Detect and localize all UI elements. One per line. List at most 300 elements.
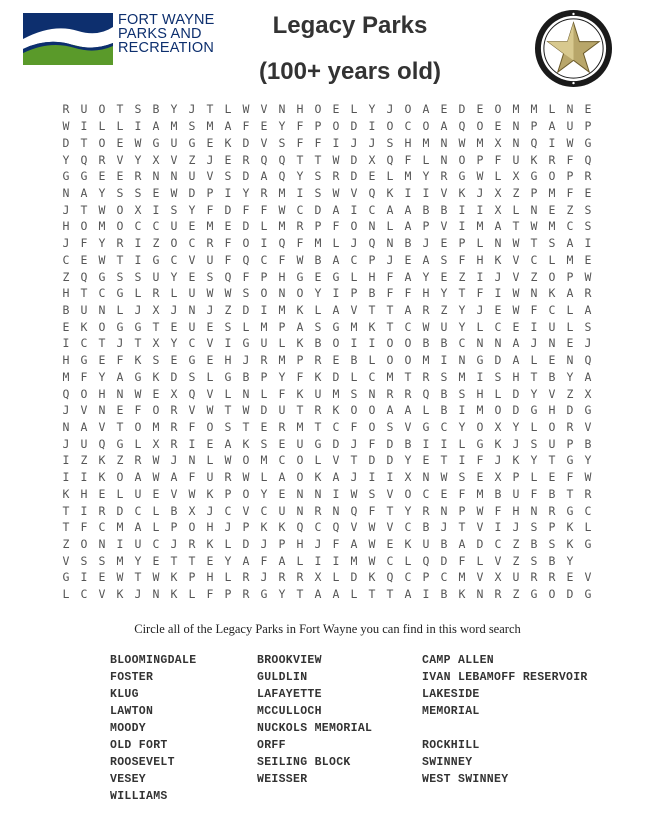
- grid-letter[interactable]: J: [206, 503, 214, 518]
- grid-letter[interactable]: R: [404, 386, 412, 401]
- grid-letter[interactable]: H: [206, 520, 214, 535]
- grid-letter[interactable]: I: [422, 436, 430, 451]
- grid-letter[interactable]: P: [260, 269, 268, 284]
- grid-letter[interactable]: N: [62, 185, 70, 200]
- grid-letter[interactable]: L: [566, 302, 574, 317]
- grid-letter[interactable]: E: [188, 269, 196, 284]
- grid-letter[interactable]: V: [170, 152, 178, 167]
- grid-letter[interactable]: L: [260, 470, 268, 485]
- grid-letter[interactable]: U: [548, 319, 556, 334]
- grid-letter[interactable]: O: [98, 319, 106, 334]
- grid-letter[interactable]: U: [566, 119, 574, 134]
- grid-letter[interactable]: G: [566, 453, 574, 468]
- grid-letter[interactable]: H: [98, 386, 106, 401]
- grid-letter[interactable]: H: [476, 252, 484, 267]
- grid-letter[interactable]: D: [242, 169, 250, 184]
- grid-letter[interactable]: V: [332, 453, 340, 468]
- grid-letter[interactable]: A: [332, 302, 340, 317]
- grid-letter[interactable]: A: [386, 202, 394, 217]
- grid-letter[interactable]: F: [566, 185, 574, 200]
- grid-letter[interactable]: R: [170, 403, 178, 418]
- grid-letter[interactable]: S: [368, 486, 376, 501]
- grid-letter[interactable]: T: [170, 553, 178, 568]
- grid-letter[interactable]: I: [530, 319, 538, 334]
- grid-letter[interactable]: D: [170, 369, 178, 384]
- grid-letter[interactable]: F: [404, 152, 412, 167]
- grid-letter[interactable]: S: [170, 202, 178, 217]
- grid-letter[interactable]: B: [530, 537, 538, 552]
- grid-letter[interactable]: Y: [404, 503, 412, 518]
- grid-letter[interactable]: T: [296, 403, 304, 418]
- grid-letter[interactable]: K: [206, 537, 214, 552]
- grid-letter[interactable]: N: [332, 503, 340, 518]
- grid-letter[interactable]: F: [566, 152, 574, 167]
- grid-letter[interactable]: M: [98, 219, 106, 234]
- grid-letter[interactable]: G: [62, 570, 70, 585]
- grid-letter[interactable]: M: [116, 520, 124, 535]
- grid-letter[interactable]: A: [134, 470, 142, 485]
- grid-letter[interactable]: R: [584, 486, 592, 501]
- grid-letter[interactable]: L: [224, 386, 232, 401]
- grid-letter[interactable]: I: [80, 503, 88, 518]
- grid-letter[interactable]: Z: [188, 152, 196, 167]
- grid-letter[interactable]: B: [350, 353, 358, 368]
- grid-letter[interactable]: Y: [170, 102, 178, 117]
- grid-letter[interactable]: G: [80, 353, 88, 368]
- grid-letter[interactable]: A: [404, 202, 412, 217]
- grid-letter[interactable]: W: [152, 453, 160, 468]
- grid-letter[interactable]: C: [458, 336, 466, 351]
- grid-letter[interactable]: T: [314, 152, 322, 167]
- grid-letter[interactable]: D: [332, 369, 340, 384]
- grid-letter[interactable]: I: [188, 436, 196, 451]
- grid-letter[interactable]: H: [296, 102, 304, 117]
- grid-letter[interactable]: S: [386, 420, 394, 435]
- grid-letter[interactable]: W: [98, 252, 106, 267]
- grid-letter[interactable]: E: [476, 102, 484, 117]
- grid-letter[interactable]: R: [548, 152, 556, 167]
- grid-letter[interactable]: J: [260, 570, 268, 585]
- grid-letter[interactable]: M: [458, 570, 466, 585]
- grid-letter[interactable]: R: [548, 570, 556, 585]
- grid-letter[interactable]: J: [494, 453, 502, 468]
- grid-letter[interactable]: K: [170, 570, 178, 585]
- grid-letter[interactable]: C: [404, 119, 412, 134]
- grid-letter[interactable]: Z: [62, 269, 70, 284]
- grid-letter[interactable]: I: [62, 470, 70, 485]
- grid-letter[interactable]: J: [314, 537, 322, 552]
- grid-letter[interactable]: S: [116, 269, 124, 284]
- grid-letter[interactable]: D: [350, 169, 358, 184]
- grid-letter[interactable]: S: [152, 353, 160, 368]
- grid-letter[interactable]: N: [278, 286, 286, 301]
- grid-letter[interactable]: D: [350, 570, 358, 585]
- grid-letter[interactable]: W: [206, 403, 214, 418]
- grid-letter[interactable]: M: [422, 135, 430, 150]
- grid-letter[interactable]: X: [494, 570, 502, 585]
- grid-letter[interactable]: X: [314, 570, 322, 585]
- grid-letter[interactable]: F: [260, 553, 268, 568]
- grid-letter[interactable]: W: [584, 470, 592, 485]
- grid-letter[interactable]: W: [440, 470, 448, 485]
- grid-letter[interactable]: B: [548, 369, 556, 384]
- grid-letter[interactable]: K: [386, 185, 394, 200]
- grid-letter[interactable]: O: [386, 336, 394, 351]
- grid-letter[interactable]: Q: [224, 269, 232, 284]
- grid-letter[interactable]: V: [476, 520, 484, 535]
- grid-letter[interactable]: I: [476, 202, 484, 217]
- grid-letter[interactable]: L: [224, 570, 232, 585]
- grid-letter[interactable]: E: [152, 386, 160, 401]
- grid-letter[interactable]: L: [314, 453, 322, 468]
- grid-letter[interactable]: H: [512, 369, 520, 384]
- grid-letter[interactable]: G: [332, 319, 340, 334]
- grid-letter[interactable]: E: [512, 319, 520, 334]
- grid-letter[interactable]: Q: [530, 135, 538, 150]
- grid-letter[interactable]: J: [170, 453, 178, 468]
- grid-letter[interactable]: T: [296, 152, 304, 167]
- grid-letter[interactable]: F: [458, 486, 466, 501]
- grid-letter[interactable]: V: [476, 570, 484, 585]
- grid-letter[interactable]: P: [476, 152, 484, 167]
- grid-letter[interactable]: R: [422, 302, 430, 317]
- grid-letter[interactable]: A: [332, 202, 340, 217]
- grid-letter[interactable]: M: [170, 119, 178, 134]
- grid-letter[interactable]: T: [62, 520, 70, 535]
- grid-letter[interactable]: W: [116, 570, 124, 585]
- grid-letter[interactable]: B: [584, 436, 592, 451]
- grid-letter[interactable]: F: [350, 420, 358, 435]
- grid-letter[interactable]: O: [80, 537, 88, 552]
- grid-letter[interactable]: K: [548, 286, 556, 301]
- grid-letter[interactable]: S: [224, 169, 232, 184]
- grid-letter[interactable]: E: [386, 537, 394, 552]
- grid-letter[interactable]: I: [314, 553, 322, 568]
- grid-letter[interactable]: N: [188, 453, 196, 468]
- grid-letter[interactable]: Z: [566, 386, 574, 401]
- grid-letter[interactable]: G: [134, 369, 142, 384]
- grid-letter[interactable]: H: [512, 503, 520, 518]
- grid-letter[interactable]: G: [260, 587, 268, 602]
- grid-letter[interactable]: Z: [116, 453, 124, 468]
- grid-letter[interactable]: V: [260, 135, 268, 150]
- grid-letter[interactable]: L: [476, 236, 484, 251]
- grid-letter[interactable]: J: [350, 135, 358, 150]
- grid-letter[interactable]: I: [494, 520, 502, 535]
- grid-letter[interactable]: C: [188, 236, 196, 251]
- grid-letter[interactable]: E: [260, 119, 268, 134]
- grid-letter[interactable]: J: [62, 436, 70, 451]
- grid-letter[interactable]: E: [494, 119, 502, 134]
- grid-letter[interactable]: D: [314, 202, 322, 217]
- grid-letter[interactable]: S: [458, 470, 466, 485]
- grid-letter[interactable]: V: [260, 102, 268, 117]
- grid-letter[interactable]: A: [404, 302, 412, 317]
- grid-letter[interactable]: J: [368, 135, 376, 150]
- grid-letter[interactable]: I: [422, 587, 430, 602]
- grid-letter[interactable]: S: [440, 252, 448, 267]
- grid-letter[interactable]: F: [134, 403, 142, 418]
- grid-letter[interactable]: P: [296, 353, 304, 368]
- grid-letter[interactable]: J: [512, 436, 520, 451]
- grid-letter[interactable]: R: [260, 185, 268, 200]
- grid-letter[interactable]: K: [98, 470, 106, 485]
- grid-letter[interactable]: K: [404, 537, 412, 552]
- grid-letter[interactable]: D: [494, 353, 502, 368]
- grid-letter[interactable]: R: [188, 537, 196, 552]
- grid-letter[interactable]: X: [494, 185, 502, 200]
- grid-letter[interactable]: O: [80, 219, 88, 234]
- grid-letter[interactable]: G: [530, 587, 538, 602]
- grid-letter[interactable]: V: [440, 185, 448, 200]
- grid-letter[interactable]: B: [440, 403, 448, 418]
- grid-letter[interactable]: N: [530, 202, 538, 217]
- grid-letter[interactable]: D: [242, 302, 250, 317]
- grid-letter[interactable]: I: [350, 202, 358, 217]
- grid-letter[interactable]: B: [314, 252, 322, 267]
- grid-letter[interactable]: U: [548, 436, 556, 451]
- grid-letter[interactable]: E: [80, 252, 88, 267]
- grid-letter[interactable]: A: [332, 252, 340, 267]
- grid-letter[interactable]: N: [512, 119, 520, 134]
- grid-letter[interactable]: Q: [242, 252, 250, 267]
- grid-letter[interactable]: K: [296, 302, 304, 317]
- grid-letter[interactable]: K: [314, 470, 322, 485]
- grid-letter[interactable]: H: [206, 570, 214, 585]
- grid-letter[interactable]: Z: [440, 302, 448, 317]
- grid-letter[interactable]: J: [422, 236, 430, 251]
- grid-letter[interactable]: A: [314, 587, 322, 602]
- grid-letter[interactable]: V: [404, 420, 412, 435]
- grid-letter[interactable]: O: [296, 470, 304, 485]
- grid-letter[interactable]: I: [476, 269, 484, 284]
- grid-letter[interactable]: D: [458, 102, 466, 117]
- grid-letter[interactable]: B: [548, 486, 556, 501]
- grid-letter[interactable]: F: [458, 553, 466, 568]
- grid-letter[interactable]: G: [458, 169, 466, 184]
- grid-letter[interactable]: G: [584, 587, 592, 602]
- grid-letter[interactable]: J: [260, 537, 268, 552]
- grid-letter[interactable]: T: [242, 420, 250, 435]
- grid-letter[interactable]: D: [332, 436, 340, 451]
- grid-letter[interactable]: O: [314, 102, 322, 117]
- grid-letter[interactable]: Y: [170, 269, 178, 284]
- grid-letter[interactable]: U: [440, 319, 448, 334]
- grid-letter[interactable]: L: [332, 570, 340, 585]
- grid-letter[interactable]: E: [440, 269, 448, 284]
- grid-letter[interactable]: A: [260, 169, 268, 184]
- grid-letter[interactable]: K: [494, 252, 502, 267]
- grid-letter[interactable]: Y: [530, 386, 538, 401]
- grid-letter[interactable]: S: [494, 369, 502, 384]
- grid-letter[interactable]: S: [314, 185, 322, 200]
- grid-letter[interactable]: N: [476, 587, 484, 602]
- grid-letter[interactable]: A: [584, 302, 592, 317]
- grid-letter[interactable]: S: [242, 286, 250, 301]
- grid-letter[interactable]: H: [476, 386, 484, 401]
- grid-letter[interactable]: E: [98, 353, 106, 368]
- grid-letter[interactable]: G: [134, 319, 142, 334]
- grid-letter[interactable]: J: [134, 587, 142, 602]
- grid-letter[interactable]: L: [386, 169, 394, 184]
- grid-letter[interactable]: D: [440, 553, 448, 568]
- grid-letter[interactable]: Y: [98, 236, 106, 251]
- grid-letter[interactable]: V: [206, 336, 214, 351]
- grid-letter[interactable]: B: [170, 503, 178, 518]
- grid-letter[interactable]: P: [260, 369, 268, 384]
- grid-letter[interactable]: R: [242, 152, 250, 167]
- grid-letter[interactable]: G: [242, 336, 250, 351]
- grid-letter[interactable]: O: [296, 286, 304, 301]
- grid-letter[interactable]: I: [368, 119, 376, 134]
- grid-letter[interactable]: E: [98, 570, 106, 585]
- grid-letter[interactable]: A: [458, 537, 466, 552]
- grid-letter[interactable]: N: [314, 486, 322, 501]
- grid-letter[interactable]: Q: [386, 570, 394, 585]
- grid-letter[interactable]: U: [152, 269, 160, 284]
- grid-letter[interactable]: M: [548, 185, 556, 200]
- grid-letter[interactable]: N: [62, 420, 70, 435]
- grid-letter[interactable]: J: [62, 403, 70, 418]
- grid-letter[interactable]: E: [548, 202, 556, 217]
- grid-letter[interactable]: S: [584, 202, 592, 217]
- grid-letter[interactable]: C: [404, 570, 412, 585]
- grid-letter[interactable]: L: [62, 587, 70, 602]
- grid-letter[interactable]: F: [242, 269, 250, 284]
- grid-letter[interactable]: K: [566, 520, 574, 535]
- grid-letter[interactable]: Z: [512, 537, 520, 552]
- grid-letter[interactable]: J: [206, 302, 214, 317]
- grid-letter[interactable]: N: [296, 503, 304, 518]
- grid-letter[interactable]: Y: [188, 202, 196, 217]
- grid-letter[interactable]: R: [548, 503, 556, 518]
- grid-letter[interactable]: N: [188, 302, 196, 317]
- grid-letter[interactable]: N: [530, 286, 538, 301]
- grid-letter[interactable]: O: [350, 403, 358, 418]
- grid-letter[interactable]: N: [278, 102, 286, 117]
- grid-letter[interactable]: Z: [62, 537, 70, 552]
- grid-letter[interactable]: L: [476, 553, 484, 568]
- grid-letter[interactable]: K: [512, 453, 520, 468]
- grid-letter[interactable]: Y: [62, 152, 70, 167]
- grid-letter[interactable]: V: [494, 553, 502, 568]
- grid-letter[interactable]: F: [386, 269, 394, 284]
- grid-letter[interactable]: E: [440, 486, 448, 501]
- grid-letter[interactable]: Y: [422, 269, 430, 284]
- grid-letter[interactable]: A: [134, 520, 142, 535]
- grid-letter[interactable]: F: [368, 436, 376, 451]
- grid-letter[interactable]: U: [188, 319, 196, 334]
- grid-letter[interactable]: P: [422, 570, 430, 585]
- grid-letter[interactable]: Q: [296, 520, 304, 535]
- grid-letter[interactable]: C: [152, 219, 160, 234]
- grid-letter[interactable]: Q: [332, 520, 340, 535]
- grid-letter[interactable]: G: [332, 269, 340, 284]
- grid-letter[interactable]: W: [368, 553, 376, 568]
- grid-letter[interactable]: A: [566, 286, 574, 301]
- grid-letter[interactable]: Q: [278, 152, 286, 167]
- grid-letter[interactable]: Y: [440, 286, 448, 301]
- grid-letter[interactable]: S: [458, 386, 466, 401]
- grid-letter[interactable]: A: [512, 353, 520, 368]
- grid-letter[interactable]: J: [350, 470, 358, 485]
- grid-letter[interactable]: F: [224, 252, 232, 267]
- grid-letter[interactable]: J: [494, 269, 502, 284]
- grid-letter[interactable]: M: [206, 119, 214, 134]
- grid-letter[interactable]: N: [152, 169, 160, 184]
- grid-letter[interactable]: I: [296, 185, 304, 200]
- grid-letter[interactable]: O: [404, 102, 412, 117]
- grid-letter[interactable]: T: [548, 453, 556, 468]
- grid-letter[interactable]: U: [188, 169, 196, 184]
- grid-letter[interactable]: A: [584, 369, 592, 384]
- grid-letter[interactable]: I: [332, 286, 340, 301]
- grid-letter[interactable]: N: [440, 152, 448, 167]
- grid-letter[interactable]: S: [548, 236, 556, 251]
- grid-letter[interactable]: R: [422, 503, 430, 518]
- grid-letter[interactable]: X: [494, 135, 502, 150]
- grid-letter[interactable]: K: [278, 520, 286, 535]
- grid-letter[interactable]: N: [422, 470, 430, 485]
- grid-letter[interactable]: M: [278, 302, 286, 317]
- grid-letter[interactable]: P: [224, 486, 232, 501]
- grid-letter[interactable]: M: [314, 236, 322, 251]
- grid-letter[interactable]: O: [548, 587, 556, 602]
- grid-letter[interactable]: R: [170, 420, 178, 435]
- grid-letter[interactable]: V: [548, 386, 556, 401]
- grid-letter[interactable]: G: [224, 369, 232, 384]
- grid-letter[interactable]: N: [98, 302, 106, 317]
- grid-letter[interactable]: Q: [80, 269, 88, 284]
- grid-letter[interactable]: T: [116, 102, 124, 117]
- grid-letter[interactable]: R: [440, 169, 448, 184]
- grid-letter[interactable]: O: [116, 202, 124, 217]
- grid-letter[interactable]: I: [494, 286, 502, 301]
- grid-letter[interactable]: R: [278, 570, 286, 585]
- grid-letter[interactable]: U: [188, 286, 196, 301]
- grid-letter[interactable]: E: [224, 219, 232, 234]
- grid-letter[interactable]: H: [80, 486, 88, 501]
- grid-letter[interactable]: O: [548, 269, 556, 284]
- grid-letter[interactable]: E: [440, 102, 448, 117]
- grid-letter[interactable]: U: [80, 102, 88, 117]
- grid-letter[interactable]: F: [530, 302, 538, 317]
- grid-letter[interactable]: E: [440, 236, 448, 251]
- grid-letter[interactable]: J: [350, 236, 358, 251]
- grid-letter[interactable]: D: [476, 537, 484, 552]
- grid-letter[interactable]: X: [494, 420, 502, 435]
- grid-letter[interactable]: T: [314, 420, 322, 435]
- grid-letter[interactable]: J: [188, 102, 196, 117]
- grid-letter[interactable]: F: [296, 236, 304, 251]
- grid-letter[interactable]: S: [584, 219, 592, 234]
- grid-letter[interactable]: U: [512, 570, 520, 585]
- grid-letter[interactable]: S: [530, 520, 538, 535]
- grid-letter[interactable]: V: [584, 420, 592, 435]
- grid-letter[interactable]: V: [206, 169, 214, 184]
- grid-letter[interactable]: R: [530, 570, 538, 585]
- grid-letter[interactable]: R: [494, 587, 502, 602]
- grid-letter[interactable]: U: [278, 403, 286, 418]
- grid-letter[interactable]: O: [404, 486, 412, 501]
- grid-letter[interactable]: H: [62, 219, 70, 234]
- grid-letter[interactable]: P: [206, 185, 214, 200]
- grid-letter[interactable]: W: [62, 119, 70, 134]
- grid-letter[interactable]: N: [530, 503, 538, 518]
- grid-letter[interactable]: M: [386, 369, 394, 384]
- grid-letter[interactable]: Z: [512, 587, 520, 602]
- grid-letter[interactable]: I: [80, 470, 88, 485]
